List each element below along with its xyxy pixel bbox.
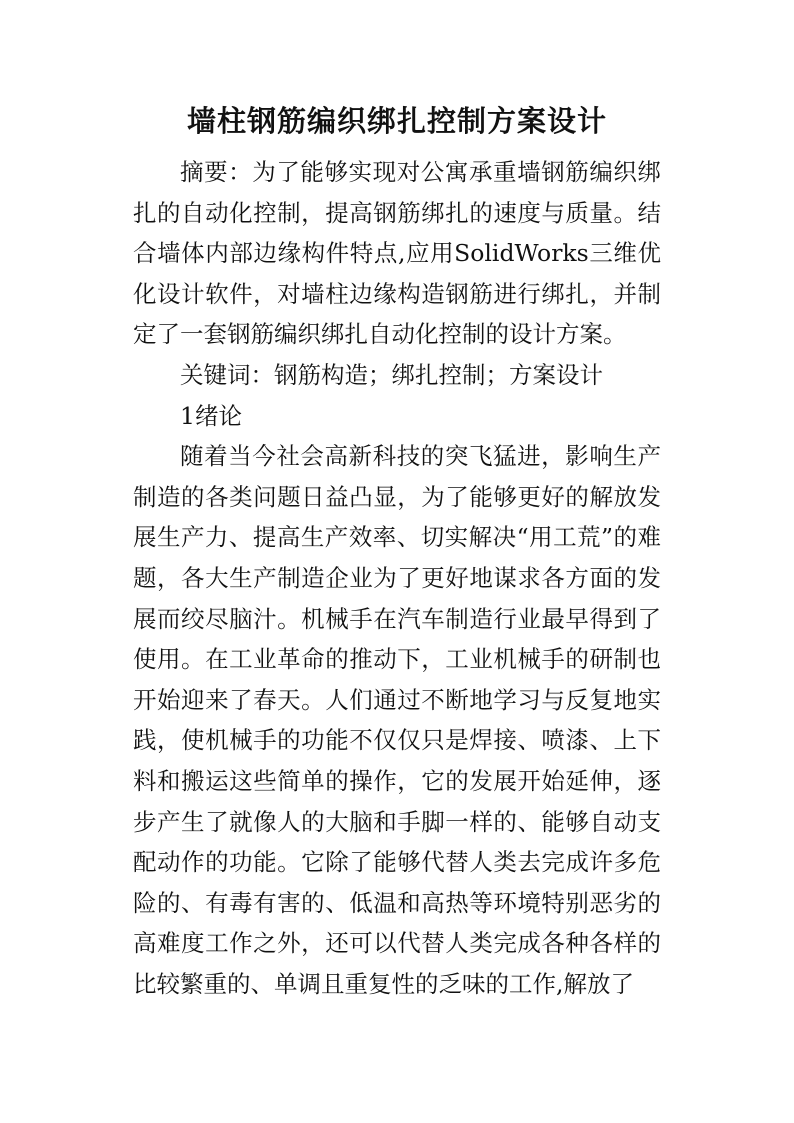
document-title: 墙柱钢筋编织绑扎控制方案设计 [186,104,607,138]
section-heading: 1绪论 [180,401,242,430]
body-paragraph: 随着当今社会高新科技的突飞猛进，影响生产制造的各类问题日益凸显，为了能够更好的解放发展生产力、提高生产效率、切实解决“用工荒”的难题，各大生产制造企业为了更好地谋求各方面的发展而绞尽脑汁。机械手在汽车制造行业最早得到了使用。在工业革命的推动下，工业机械手的研制也开始迎来了春天。人们通过不断地学习与反复地实践，使机械手的功能不仅仅只是焊接、喷漆、上下料和搬运这些简单的操作，它的发展开始延伸，逐步产生了就像人的大脑和手脚一样的、能够自动支配动作的功能。它除了能够代替人类去完成许多危险的、有毒有害的、低温和高热等环境特别恶劣的高难度工作之外，还可以代替人类完成各种各样的比较繁重的、单调且重复性的乏味的工作,解放了 [133,442,661,998]
keywords-paragraph: 关键词：钢筋构造；绑扎控制；方案设计 [180,360,603,389]
document-body [133,152,661,1004]
abstract-paragraph: 摘要：为了能够实现对公寓承重墙钢筋编织绑扎的自动化控制，提高钢筋绑扎的速度与质量。结合墙体内部边缘构件特点,应用SolidWorks三维优化设计软件，对墙柱边缘构造钢筋进行绑扎，并制定了一套钢筋编织绑扎自动化控制的设计方案。 [133,158,661,349]
